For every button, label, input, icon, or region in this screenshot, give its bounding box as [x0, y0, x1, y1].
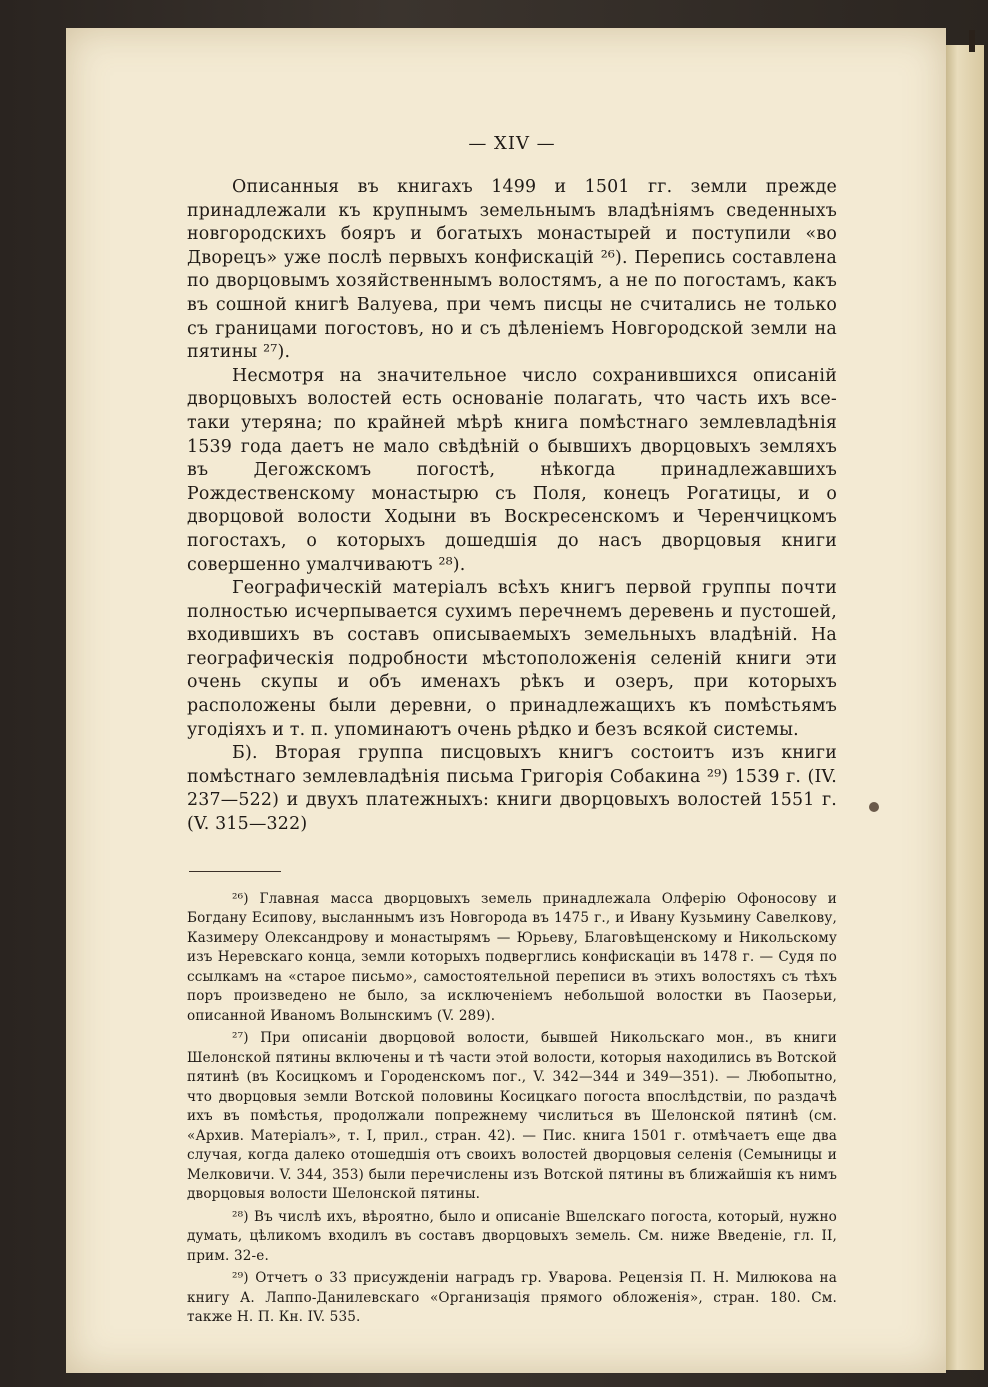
paragraph-1: Описанныя въ книгахъ 1499 и 1501 гг. земли прежде принадлежали къ крупнымъ земельнымъ владѣніямъ сведенныхъ новгородскихъ бояръ и богатыхъ монастырей и поступили «во Дворецъ» уже послѣ первыхъ конфискацій ²⁶). Перепись составлена по дворцовымъ хозяйственнымъ волостямъ, а не по погостамъ, какъ въ сошной книгѣ Валуева, при чемъ писцы не считались не только съ границами погостовъ, но и съ дѣленіемъ Новгородской земли на пятины ²⁷). — [187, 177, 837, 363]
binding-mark — [969, 30, 975, 52]
ink-spot — [869, 802, 879, 812]
footnote-28: ²⁸) Въ числѣ ихъ, вѣроятно, было и описаніе Вшелскаго погоста, который, нужно думать, цѣликомъ входилъ въ составъ дворцовыхъ земель. См. ниже Введеніе, гл. II, прим. 32-е. — [187, 1208, 837, 1264]
footnote-26: ²⁶) Главная масса дворцовыхъ земель принадлежала Олферію Офоносову и Богдану Есипову, высланнымъ изъ Новгорода въ 1475 г., и Ивану Кузьмину Савелкову, Казимеру Олександрову и монастырямъ — Юрьеву, Благовѣщенскому и Никольскому изъ Неревскаго конца, земли которыхъ подверглись конфискаціи въ 1478 г. — Судя по ссылкамъ на «старое письмо», самостоятельной переписи въ этихъ волостяхъ съ тѣхъ поръ произведено не было, за исключеніемъ небольшой волостки въ Паозерьи, описанной Иваномъ Волынскимъ (V. 289). — [187, 890, 837, 1024]
page-content — [187, 132, 837, 1328]
paragraph-2: Несмотря на значительное число сохранившихся описаній дворцовыхъ волостей есть основаніе полагать, что часть ихъ все-таки утеряна; по крайней мѣрѣ книга помѣстнаго землевладѣнія 1539 года даетъ не мало свѣдѣній о бывшихъ дворцовыхъ земляхъ въ Дегожскомъ погостѣ, нѣкогда принадлежавшихъ Рождественскому монастырю съ Поля, конецъ Рогатицы, и о дворцовой волости Ходыни въ Воскресенскомъ и Черенчицкомъ погостахъ, о которыхъ дошедшія до насъ дворцовыя книги совершенно умалчиваютъ ²⁸). — [187, 365, 837, 575]
paragraph-3: Географическій матеріалъ всѣхъ книгъ первой группы почти полностью исчерпывается сухимъ перечнемъ деревень и пустошей, входившихъ въ составъ описываемыхъ земельныхъ владѣній. На географическія подробности мѣстоположенія селеній книги эти очень скупы и объ именахъ рѣкъ и озеръ, при которыхъ расположены были деревни, о принадлежащихъ къ помѣстьямъ угодіяхъ и т. п. упоминаютъ очень рѣдко и безъ всякой системы. — [187, 578, 837, 740]
next-page-edge — [946, 45, 984, 1370]
footnote-27: ²⁷) При описаніи дворцовой волости, бывшей Никольскаго мон., въ книги Шелонской пятины включены и тѣ части этой волости, которыя находились въ Вотской пятинѣ (въ Косицкомъ и Городенскомъ пог., V. 342—344 и 349—351). — Любопытно, что дворцовыя земли Вотской половины Косицкаго погоста впослѣдствіи, по раздачѣ ихъ въ помѣстья, продолжали попрежнему числиться въ Шелонской пятинѣ (см. «Архив. Матеріалъ», т. I, прил., стран. 42). — Пис. книга 1501 г. отмѣчаетъ еще два случая, когда далеко отошедшія отъ своихъ волостей дворцовыя селенія (Семыницы и Мелковичи. V. 344, 353) были перечислены изъ Вотской пятины въ ближайшія къ нимъ дворцовыя волости Шелонской пятины. — [187, 1030, 837, 1203]
footnote-29: ²⁹) Отчетъ о 33 присужденіи наградъ гр. Уварова. Рецензія П. Н. Милюкова на книгу А. Лаппо-Данилевскаго «Организація прямого обложенія», стран. 180. См. также Н. П. Кн. IV. 535. — [187, 1270, 837, 1326]
footnote-divider — [189, 871, 281, 872]
paragraph-4: Б). Вторая группа писцовыхъ книгъ состоитъ изъ книги помѣстнаго землевладѣнія письма Григорія Собакина ²⁹) 1539 г. (IV. 237—522) и двухъ платежныхъ: книги дворцовыхъ волостей 1551 г. (V. 315—322) — [187, 743, 837, 835]
page-number: — XIV — — [468, 133, 556, 154]
